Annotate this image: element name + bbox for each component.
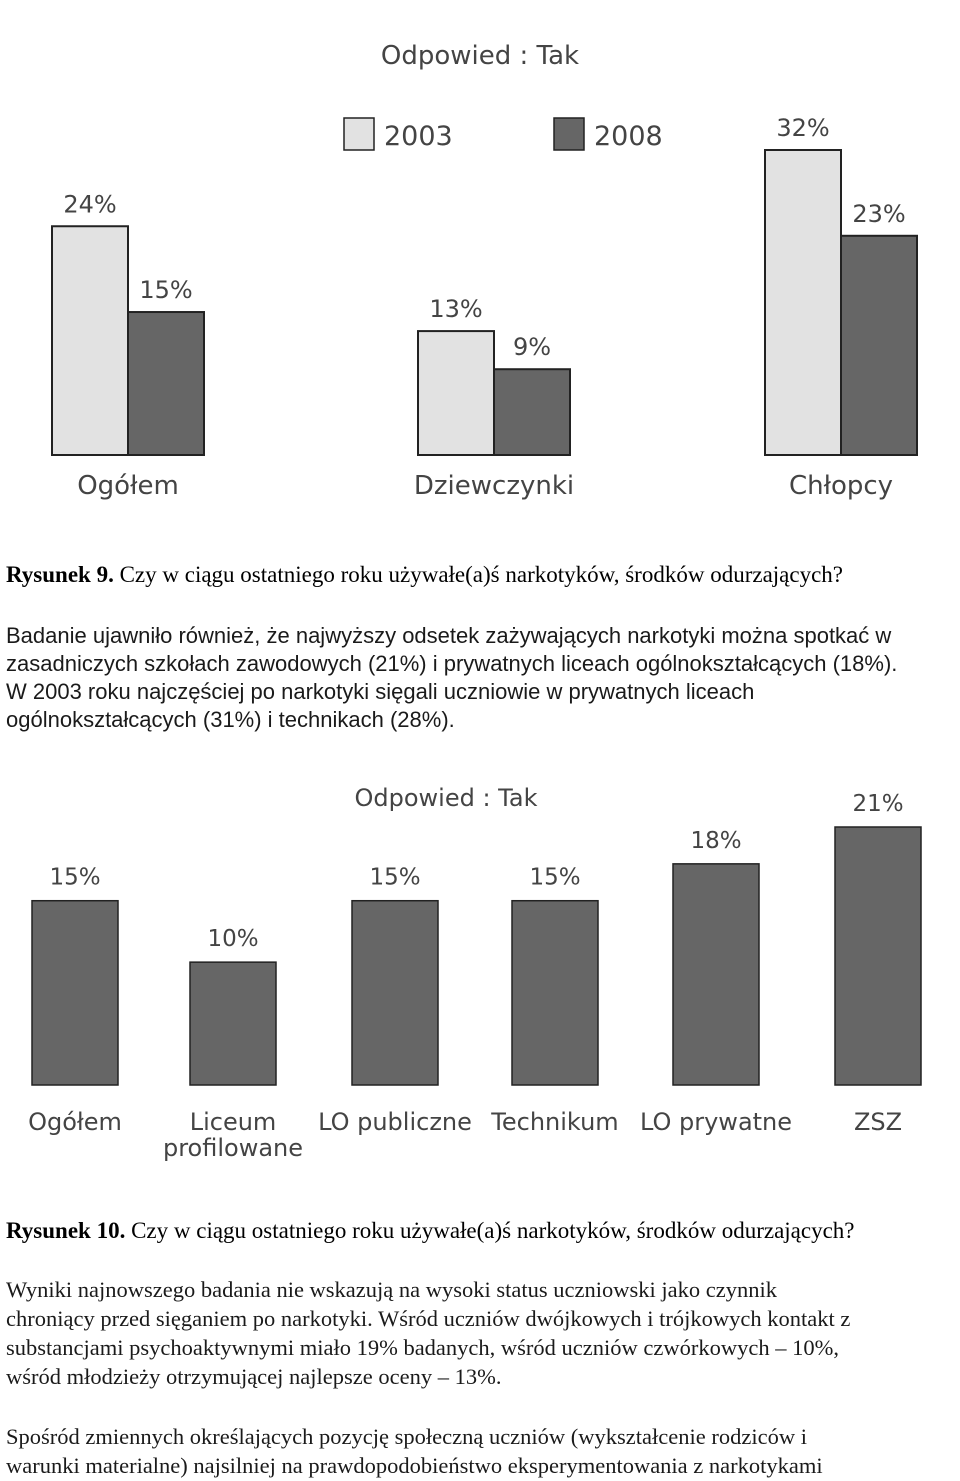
figure-10-label: Rysunek 10. (6, 1218, 126, 1243)
chart-figure-10 (0, 760, 960, 1180)
bar-value-label: 21% (852, 791, 904, 817)
bar-value-label: 23% (852, 199, 906, 228)
bar (190, 962, 276, 1085)
figure-10-caption (6, 1218, 960, 1244)
bar-2008 (128, 312, 204, 455)
category-label: Dziewczynki (413, 471, 575, 501)
category-label-line: LO prywatne (639, 1108, 793, 1136)
bar-value-label: 9% (512, 333, 552, 362)
bar-value-label: 15% (369, 864, 421, 891)
paragraph-1 (6, 622, 956, 734)
category-label: Ogółem (77, 471, 179, 501)
figure-9-label: Rysunek 9. (6, 562, 114, 587)
paragraph-3-line: warunki materialne) najsilniej na prawdopodobieństwo eksperymentowania z narkotykami (6, 1453, 823, 1478)
bar-value-label: 15% (49, 864, 101, 891)
bar-value-label: 15% (529, 864, 581, 891)
bar-value-label: 10% (207, 926, 259, 953)
bar-value-label: 13% (429, 295, 483, 324)
category-label (28, 1108, 122, 1136)
category-label (163, 1108, 303, 1162)
chart-10-title: Odpowied : Tak (354, 784, 538, 812)
bar (835, 827, 921, 1085)
paragraph-2-line: wśród młodzieży otrzymującej najlepsze oceny – 13%. (6, 1364, 502, 1389)
category-label: Chłopcy (788, 471, 894, 501)
bar (673, 864, 759, 1085)
paragraph-2-line: Wyniki najnowszego badania nie wskazują na wysoki status uczniowski jako czynnik (6, 1277, 777, 1302)
bar-value-label: 24% (63, 190, 117, 219)
legend-label-2003: 2003 (384, 121, 453, 152)
bar-2008 (494, 369, 570, 455)
chart-9-title: Odpowied : Tak (380, 41, 580, 71)
paragraph-1-line: Badanie ujawniło również, że najwyższy odsetek zażywających narkotyki można spotkać w (6, 623, 892, 648)
category-label (490, 1108, 618, 1136)
paragraph-3-line: Spośród zmiennych określających pozycję społeczną uczniów (wykształcenie rodziców i (6, 1424, 807, 1449)
figure-9-text: Czy w ciągu ostatniego roku używałe(a)ś narkotyków, środków odurzających? (113, 562, 844, 587)
paragraph-1-line: zasadniczych szkołach zawodowych (21%) i prywatnych liceach ogólnokształcących (18%). (6, 651, 898, 676)
bar (32, 901, 118, 1085)
bar (352, 901, 438, 1085)
bar-value-label: 18% (690, 827, 742, 854)
category-label-line: LO publiczne (318, 1108, 472, 1136)
legend-swatch-2008 (554, 118, 584, 150)
category-label (854, 1108, 902, 1136)
chart-figure-9 (0, 0, 960, 540)
category-label (318, 1108, 472, 1136)
paragraph-1-line: W 2003 roku najczęściej po narkotyki sięgali uczniowie w prywatnych liceach (6, 679, 755, 704)
bar-value-label: 32% (776, 114, 830, 142)
category-label-line: ZSZ (853, 1108, 903, 1136)
bar-2003 (52, 226, 128, 455)
bar-2003 (418, 331, 494, 455)
bar-2008 (841, 236, 917, 455)
paragraph-2 (6, 1275, 956, 1391)
legend-swatch-2003 (344, 118, 374, 150)
paragraph-2-line: substancjami psychoaktywnymi miało 19% badanych, wśród uczniów czwórkowych – 10%, (6, 1335, 839, 1360)
bar-2003 (765, 150, 841, 455)
figure-9-caption (6, 562, 960, 588)
chart-10-svg (0, 760, 960, 1180)
legend-label-2008: 2008 (594, 121, 663, 152)
category-label-line: Ogółem (28, 1108, 122, 1136)
paragraph-3 (6, 1422, 956, 1480)
figure-10-text: Czy w ciągu ostatniego roku używałe(a)ś narkotyków, środków odurzających? (125, 1218, 855, 1243)
category-label-line: profilowane (162, 1134, 304, 1162)
paragraph-2-line: chroniący przed sięganiem po narkotyki. Wśród uczniów dwójkowych i trójkowych kontakt z (6, 1306, 851, 1331)
paragraph-1-line: ogólnokształcących (31%) i technikach (28%). (6, 707, 455, 732)
bar-value-label: 15% (139, 276, 193, 305)
chart-9-svg (0, 0, 960, 540)
bar (512, 901, 598, 1085)
category-label-line: Liceum (189, 1108, 277, 1136)
category-label-line: Technikum (491, 1108, 619, 1136)
category-label (640, 1108, 792, 1136)
